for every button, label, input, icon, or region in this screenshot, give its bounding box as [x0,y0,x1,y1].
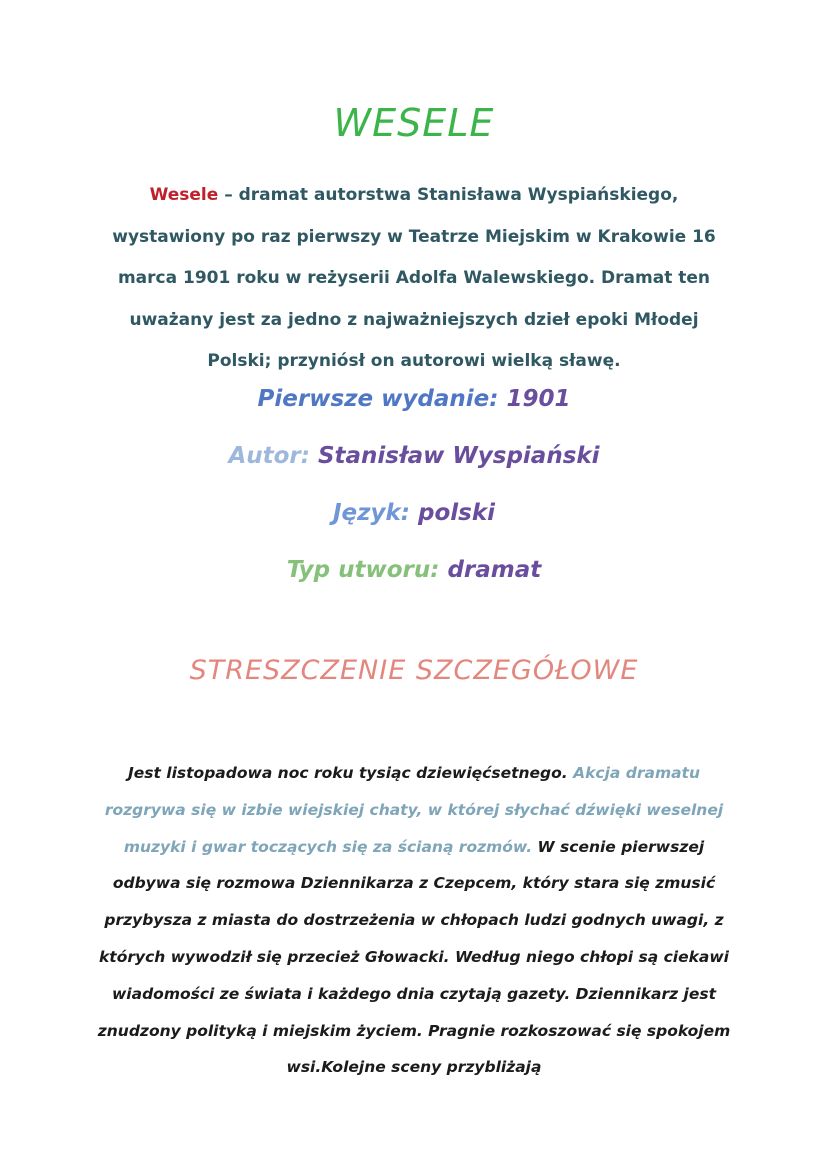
summary-paragraph [90,755,738,1086]
meta-label: Autor: [228,443,310,469]
intro-lead: Wesele [149,185,219,205]
meta-author [0,443,828,469]
meta-label: Pierwsze wydanie: [257,386,499,412]
meta-label: Język: [332,500,410,526]
section-heading: STRESZCZENIE SZCZEGÓŁOWE [189,655,639,686]
document-title: WESELE [333,101,495,145]
intro-text: – dramat autorstwa Stanisława Wyspiańskiego, wystawiony po raz pierwszy w Teatrze Miejskim w Krakowie 16 marca 1901 roku w reżyserii Adolfa Walewskiego. Dramat ten uważany jest za jedno z najważniejszych dzieł epoki Młodej Polski; przyniósł on autorowi wielką sławę. [112,185,716,371]
summary-part-3: W scenie pierwszej odbywa się rozmowa Dziennikarza z Czepcem, który stara się zmusić przybysza z miasta do dostrzeżenia w chłopach ludzi godnych uwagi, z których wywodził się przecież Głowacki. Według niego chłopi są ciekawi wiadomości ze świata i każdego dnia czytają gazety. Dziennikarz jest znudzony polityką i miejskim życiem. Pragnie rozkoszować się spokojem wsi.Kolejne sceny przybliżają [97,837,731,1077]
meta-value: Stanisław Wyspiański [317,443,600,469]
meta-first-edition [0,386,828,412]
intro-paragraph [100,175,728,383]
summary-part-1: Jest listopadowa noc roku tysiąc dziewięćsetnego. [127,764,574,782]
meta-label: Typ utworu: [286,557,440,583]
meta-language [0,500,828,526]
meta-value: polski [418,500,496,526]
meta-value: dramat [447,557,542,583]
meta-value: 1901 [506,386,571,412]
summary-part-2: Akcja dramatu rozgrywa się w izbie wiejskiej chaty, w której słychać dźwięki weselnej muzyki i gwar toczących się za ścianą rozmów. [104,764,724,856]
meta-type [0,557,828,583]
